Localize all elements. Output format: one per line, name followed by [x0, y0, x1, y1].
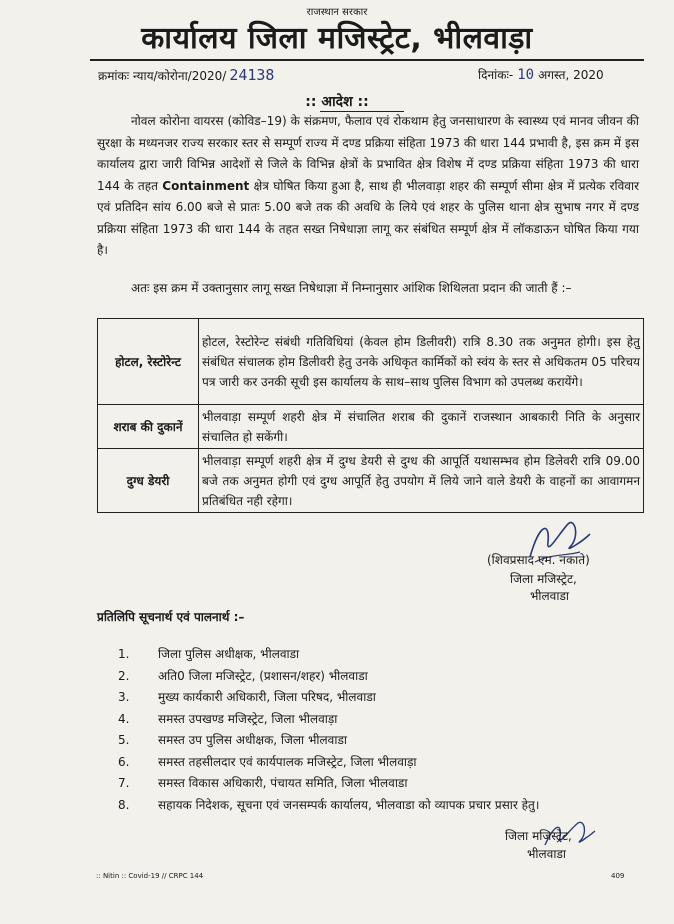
signatory-designation-copy: जिला मजिस्ट्रेट,	[505, 829, 572, 843]
list-item-text: समस्त उप पुलिस अधीक्षक, जिला भीलवाडा	[158, 733, 347, 747]
signatory-place: भीलवाडा	[530, 589, 569, 603]
table-row	[98, 405, 644, 449]
list-item	[118, 731, 347, 748]
date-label: दिनांकः-	[478, 68, 514, 82]
table-row	[98, 319, 644, 405]
list-item-number: 4.	[118, 712, 130, 726]
list-item	[118, 796, 539, 813]
list-item-text: सहायक निदेशक, सूचना एवं जनसम्पर्क कार्यालय, भीलवाडा को व्यापक प्रचार प्रसार हेतु।	[158, 798, 540, 812]
list-item-text: मुख्य कार्यकारी अधिकारी, जिला परिषद, भीलवाडा	[158, 690, 376, 704]
list-item-number: 3.	[118, 690, 130, 704]
handwritten-reference-number: 24138	[229, 66, 275, 84]
signatory-designation: जिला मजिस्ट्रेट,	[510, 572, 577, 586]
list-item-text: जिला पुलिस अधीक्षक, भीलवाडा	[158, 647, 300, 661]
relaxation-text: भीलवाड़ा सम्पूर्ण शहरी क्षेत्र में संचालित शराब की दुकानें राजस्थान आबकारी निति के अनुसार संचालित हो सकेंगी।	[199, 405, 644, 449]
order-date	[478, 66, 604, 83]
copy-heading: प्रतिलिपि सूचनार्थ एवं पालनार्थ :–	[97, 610, 245, 624]
list-item-text: समस्त उपखण्ड मजिस्ट्रेट, जिला भीलवाड़ा	[158, 712, 338, 726]
reference-number	[98, 66, 274, 84]
government-label: राजस्थान सरकार	[306, 7, 368, 18]
list-item-number: 6.	[118, 755, 130, 769]
order-paragraph-2: अतः इस क्रम में उक्तानुसार लागू सख्त निषेधाज्ञा में निम्नानुसार आंशिक शिथिलता प्रदान की जाती हैं :–	[131, 281, 572, 295]
order-paragraph-1	[97, 111, 639, 262]
date-month-year: अगस्त, 2020	[538, 68, 604, 82]
list-item	[118, 667, 368, 684]
footer-file-reference: :: Nitin :: Covid-19 // CRPC 144	[96, 872, 204, 880]
list-item-text: अति0 जिला मजिस्ट्रेट, (प्रशासन/शहर) भीलवाडा	[158, 669, 368, 683]
list-item-text: समस्त विकास अधिकारी, पंचायत समिति, जिला भीलवाडा	[158, 776, 408, 790]
list-item-number: 1.	[118, 647, 130, 661]
footer-page-number: 409	[611, 872, 625, 880]
relaxation-text: भीलवाड़ा सम्पूर्ण शहरी क्षेत्र में दुग्ध डेयरी से दुग्ध की आपूर्ति यथासम्भव होम डिलेवरी रात्रि 09.00 बजे तक अनुमत होगी एवं दुग्ध आपूर्ति हेतु उपयोग में लिये जाने वाले डेयरी के वाहनों का आवागमन प्रतिबंधित नही रहेगा।	[199, 449, 644, 513]
relaxation-category: दुग्ध डेयरी	[98, 449, 199, 513]
list-item-number: 7.	[118, 776, 130, 790]
list-item	[118, 710, 337, 727]
office-heading: कार्यालय जिला मजिस्ट्रेट, भीलवाड़ा	[141, 21, 533, 56]
list-item-text: समस्त तहसीलदार एवं कार्यपालक मजिस्ट्रेट, जिला भीलवाड़ा	[158, 755, 417, 769]
paragraph-1-part-2: क्षेत्र घोषित किया हुआ है, साथ ही भीलवाड़ा शहर की सम्पूर्ण सीमा क्षेत्र में प्रत्येक रविवार एवं प्रतिदिन सांय 6.00 बजे से प्रातः 5.00 बजे तक की अवधि के लिये एवं शहर के पुलिस थाना क्षेत्र सुभाष नगर में दण्ड प्रक्रिया संहिता 1973 की धारा 144 के तहत सख्त निषेधाज्ञा लागू कर संबंधित सम्पूर्ण क्षेत्र में लॉकडाऊन घोषित किया गया है।	[97, 178, 639, 257]
relaxation-table	[97, 318, 644, 513]
list-item	[118, 753, 417, 770]
list-item	[118, 688, 376, 705]
handwritten-date-day: 10	[517, 67, 535, 83]
paragraph-1-part-1: नोवल कोरोना वायरस (कोविड–19) के संक्रमण, फैलाव एवं रोकथाम हेतु जनसाधारण के स्वास्थ्य एवं मानव जीवन की सुरक्षा के मध्यनजर राज्य सरकार स्तर से सम्पूर्ण राज्य में दण्ड प्रक्रिया संहिता 1973 की धारा 144 प्रभावी है, इस क्रम में इस कार्यालय द्वारा जारी विभिन्न आदेशों से जिले के विभिन्न क्षेत्रों के प्रभावित क्षेत्र विशेष में दण्ड प्रक्रिया संहिता 1973 की धारा 144 के तहत	[97, 114, 639, 193]
reference-prefix: क्रमांकः न्याय/कोरोना/2020/	[98, 69, 227, 83]
list-item-number: 5.	[118, 733, 130, 747]
list-item-number: 8.	[118, 798, 130, 812]
table-row	[98, 449, 644, 513]
containment-term: Containment	[162, 178, 250, 193]
signatory-place-copy: भीलवाडा	[527, 847, 566, 861]
relaxation-text: होटल, रेस्टोरेन्ट संबंधी गतिविधियां (केवल होम डिलीवरी) रात्रि 8.30 तक अनुमत होगी। इस हेतु संबंधित संचालक होम डिलीवरी हेतु उनके अधिकृत कार्मिकों को स्वंय के स्तर से अधिकतम 05 परिचय पत्र जारी कर उनकी सूची इस कार्यालय के साथ–साथ पुलिस विभाग को उपलब्ध करायेंगे।	[199, 319, 644, 405]
signatory-name: (शिवप्रसाद एम. नकाते)	[487, 553, 590, 567]
header-divider	[90, 59, 644, 61]
list-item	[118, 774, 407, 791]
list-item-number: 2.	[118, 669, 130, 683]
order-title: :: आदेश ::	[305, 94, 369, 110]
list-item	[118, 645, 299, 662]
relaxation-category: होटल, रेस्टोरेन्ट	[98, 319, 199, 405]
relaxation-category: शराब की दुकानें	[98, 405, 199, 449]
